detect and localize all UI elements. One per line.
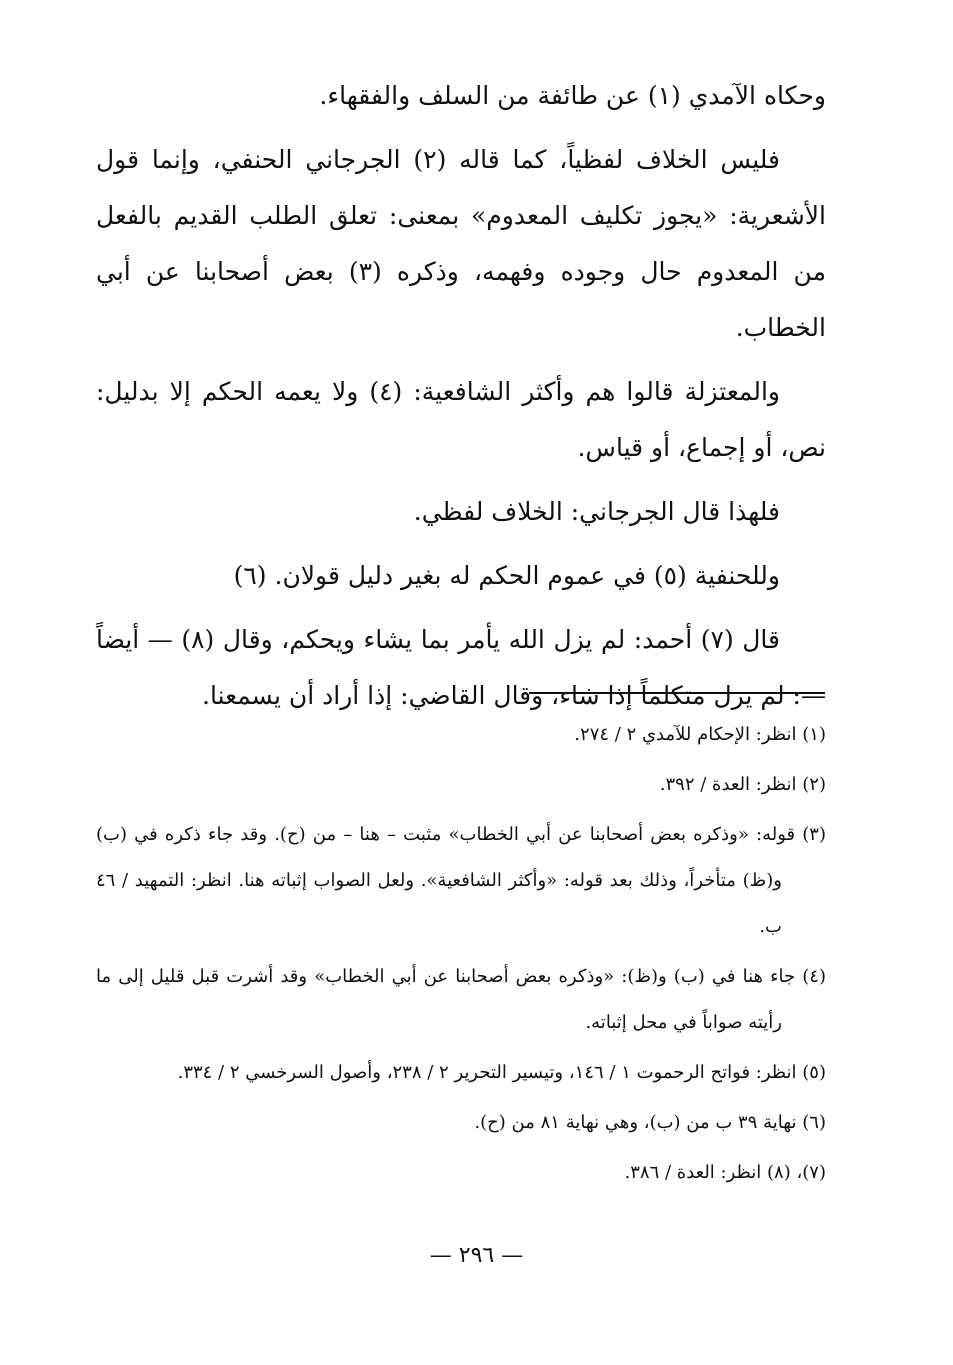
footnote-6: (٦) نهاية ٣٩ ب من (ب)، وهي نهاية ٨١ من (ح). bbox=[474, 1112, 826, 1133]
paragraph-3: والمعتزلة قالوا هم وأكثر الشافعية: (٤) ولا يعمه الحكم إلا بدليل: نص، أو إجماع، أو قياس. bbox=[96, 377, 826, 462]
paragraph-1: وحكاه الآمدي (١) عن طائفة من السلف والفقهاء. bbox=[319, 81, 826, 110]
footnote-2: (٢) انظر: العدة / ٣٩٢. bbox=[659, 774, 826, 795]
paragraph-2: فليس الخلاف لفظياً، كما قاله (٢) الجرجاني الحنفي، وإنما قول الأشعرية: «يجوز تكليف المعدوم» بمعنى: تعلق الطلب القديم بالفعل من المعدوم حال وجوده وفهمه، وذكره (٣) بعض أصحابنا عن أبي الخطاب. bbox=[96, 145, 826, 342]
footnote-1: (١) انظر: الإحكام للآمدي ٢ / ٢٧٤. bbox=[574, 724, 826, 745]
footnotes bbox=[96, 712, 826, 1200]
footnote-3: (٣) قوله: «وذكره بعض أصحابنا عن أبي الخطاب» مثبت – هنا – من (ح). وقد جاء ذكره في (ب) و(ظ) متأخراً، وذلك بعد قوله: «وأكثر الشافعية». ولعل الصواب إثباته هنا. انظر: التمهيد / ٤٦ ب. bbox=[96, 824, 826, 937]
main-text bbox=[96, 68, 826, 732]
footnote-5: (٥) انظر: فواتح الرحموت ١ / ١٤٦، وتيسير التحرير ٢ / ٢٣٨، وأصول السرخسي ٢ / ٣٣٤. bbox=[177, 1062, 826, 1083]
footnote-4: (٤) جاء هنا في (ب) و(ظ): «وذكره بعض أصحابنا عن أبي الخطاب» وقد أشرت قبل قليل إلى ما رأيته صواباً في محل إثباته. bbox=[96, 966, 826, 1033]
paragraph-6: قال (٧) أحمد: لم يزل الله يأمر بما يشاء ويحكم، وقال (٨) — أيضاً —: لم يزل متكلماً إذا شاء، وقال القاضي: إذا أراد أن يسمعنا. bbox=[96, 625, 826, 710]
footnote-7: (٧)، (٨) انظر: العدة / ٣٨٦. bbox=[624, 1162, 826, 1183]
page-number: — ٢٩٦ — bbox=[429, 1243, 524, 1268]
paragraph-5: وللحنفية (٥) في عموم الحكم له بغير دليل قولان. (٦) bbox=[233, 561, 780, 590]
footnote-divider bbox=[529, 692, 825, 694]
paragraph-4: فلهذا قال الجرجاني: الخلاف لفظي. bbox=[413, 497, 780, 526]
